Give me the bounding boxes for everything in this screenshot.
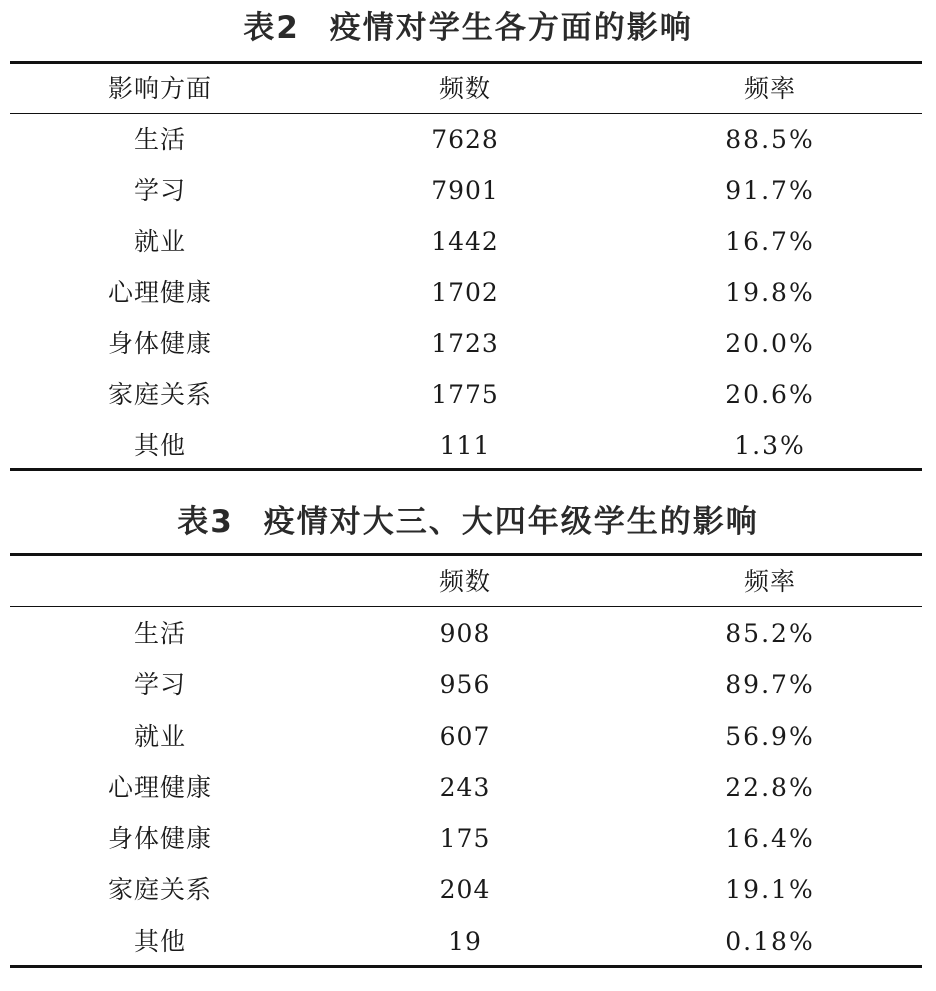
table3-cell-count: 175: [439, 824, 491, 853]
table3-cell-count: 243: [439, 773, 491, 802]
table3-cell-rate: 85.2%: [725, 619, 815, 648]
table2-bottom-rule: [10, 468, 922, 471]
table-row: [10, 318, 922, 369]
table2-header-rate: 频率: [743, 74, 796, 103]
table2-cell-rate: 19.8%: [725, 278, 815, 307]
table3-cell-rate: 89.7%: [725, 670, 815, 699]
table-row: [10, 813, 922, 864]
table-row: [10, 420, 922, 471]
table2-cell-count: 1442: [431, 227, 499, 256]
table3-cell-rate: 19.1%: [725, 875, 815, 904]
table-row: [10, 659, 922, 710]
table2-cell-rate: 20.6%: [725, 380, 815, 409]
table2-header-count: 频数: [438, 74, 491, 103]
table3-header-rule: [10, 606, 922, 607]
table3-cell-count: 607: [439, 722, 491, 751]
table2-cell-aspect: 其他: [133, 431, 186, 460]
table3-cell-rate: 22.8%: [725, 773, 815, 802]
table-row: [10, 165, 922, 216]
table-row: [10, 762, 922, 813]
table2-cell-aspect: 家庭关系: [107, 380, 212, 409]
table2-cell-count: 7628: [431, 125, 499, 154]
table2-title: [0, 2, 936, 47]
table3-cell-count: 204: [439, 875, 491, 904]
table2-cell-aspect: 心理健康: [107, 278, 212, 307]
table3-header-row: [10, 556, 922, 607]
table3-cell-rate: 56.9%: [725, 722, 815, 751]
table3-bottom-rule: [10, 965, 922, 968]
table3-cell-rate: 0.18%: [725, 927, 815, 956]
table3-cell-aspect: 心理健康: [107, 773, 212, 802]
table-row: [10, 916, 922, 967]
table-row: [10, 216, 922, 267]
table2-cell-aspect: 就业: [133, 227, 186, 256]
table-row: [10, 267, 922, 318]
table3-cell-rate: 16.4%: [725, 824, 815, 853]
table-row: [10, 864, 922, 915]
table2-cell-rate: 1.3%: [734, 431, 806, 460]
table3-cell-aspect: 就业: [133, 722, 186, 751]
table2-cell-rate: 20.0%: [725, 329, 815, 358]
table2-cell-count: 111: [439, 431, 491, 460]
table-row: [10, 114, 922, 165]
table3-header-rate: 频率: [743, 567, 796, 596]
table2-cell-count: 1723: [431, 329, 499, 358]
table3-header-count: 频数: [438, 567, 491, 596]
table2-header-row: [10, 63, 922, 114]
table2-cell-aspect: 身体健康: [107, 329, 212, 358]
table3-label: 表3: [177, 504, 234, 540]
table2-cell-count: 1702: [431, 278, 499, 307]
table2-cell-count: 7901: [431, 176, 499, 205]
table2-header-aspect: 影响方面: [107, 74, 212, 103]
table3-cell-aspect: 身体健康: [107, 824, 212, 853]
table2-cell-rate: 16.7%: [725, 227, 815, 256]
table3-cell-aspect: 其他: [133, 927, 186, 956]
table3-title: [0, 496, 936, 541]
table3-cell-aspect: 学习: [133, 670, 186, 699]
table3-cell-aspect: 生活: [133, 619, 186, 648]
table2-cell-rate: 88.5%: [725, 125, 815, 154]
table3-cell-count: 956: [439, 670, 491, 699]
table3-header-aspect: [70, 556, 250, 607]
table2-cell-aspect: 生活: [133, 125, 186, 154]
table2-cell-aspect: 学习: [133, 176, 186, 205]
table2-cell-count: 1775: [431, 380, 499, 409]
table2-title-text: 疫情对学生各方面的影响: [329, 10, 693, 46]
table2-label: 表2: [243, 10, 300, 46]
table-row: [10, 711, 922, 762]
table3-title-text: 疫情对大三、大四年级学生的影响: [263, 504, 759, 540]
table2-cell-rate: 91.7%: [725, 176, 815, 205]
table3-cell-count: 19: [448, 927, 482, 956]
table-row: [10, 369, 922, 420]
table3-cell-count: 908: [439, 619, 491, 648]
table-row: [10, 608, 922, 659]
table3-cell-aspect: 家庭关系: [107, 875, 212, 904]
